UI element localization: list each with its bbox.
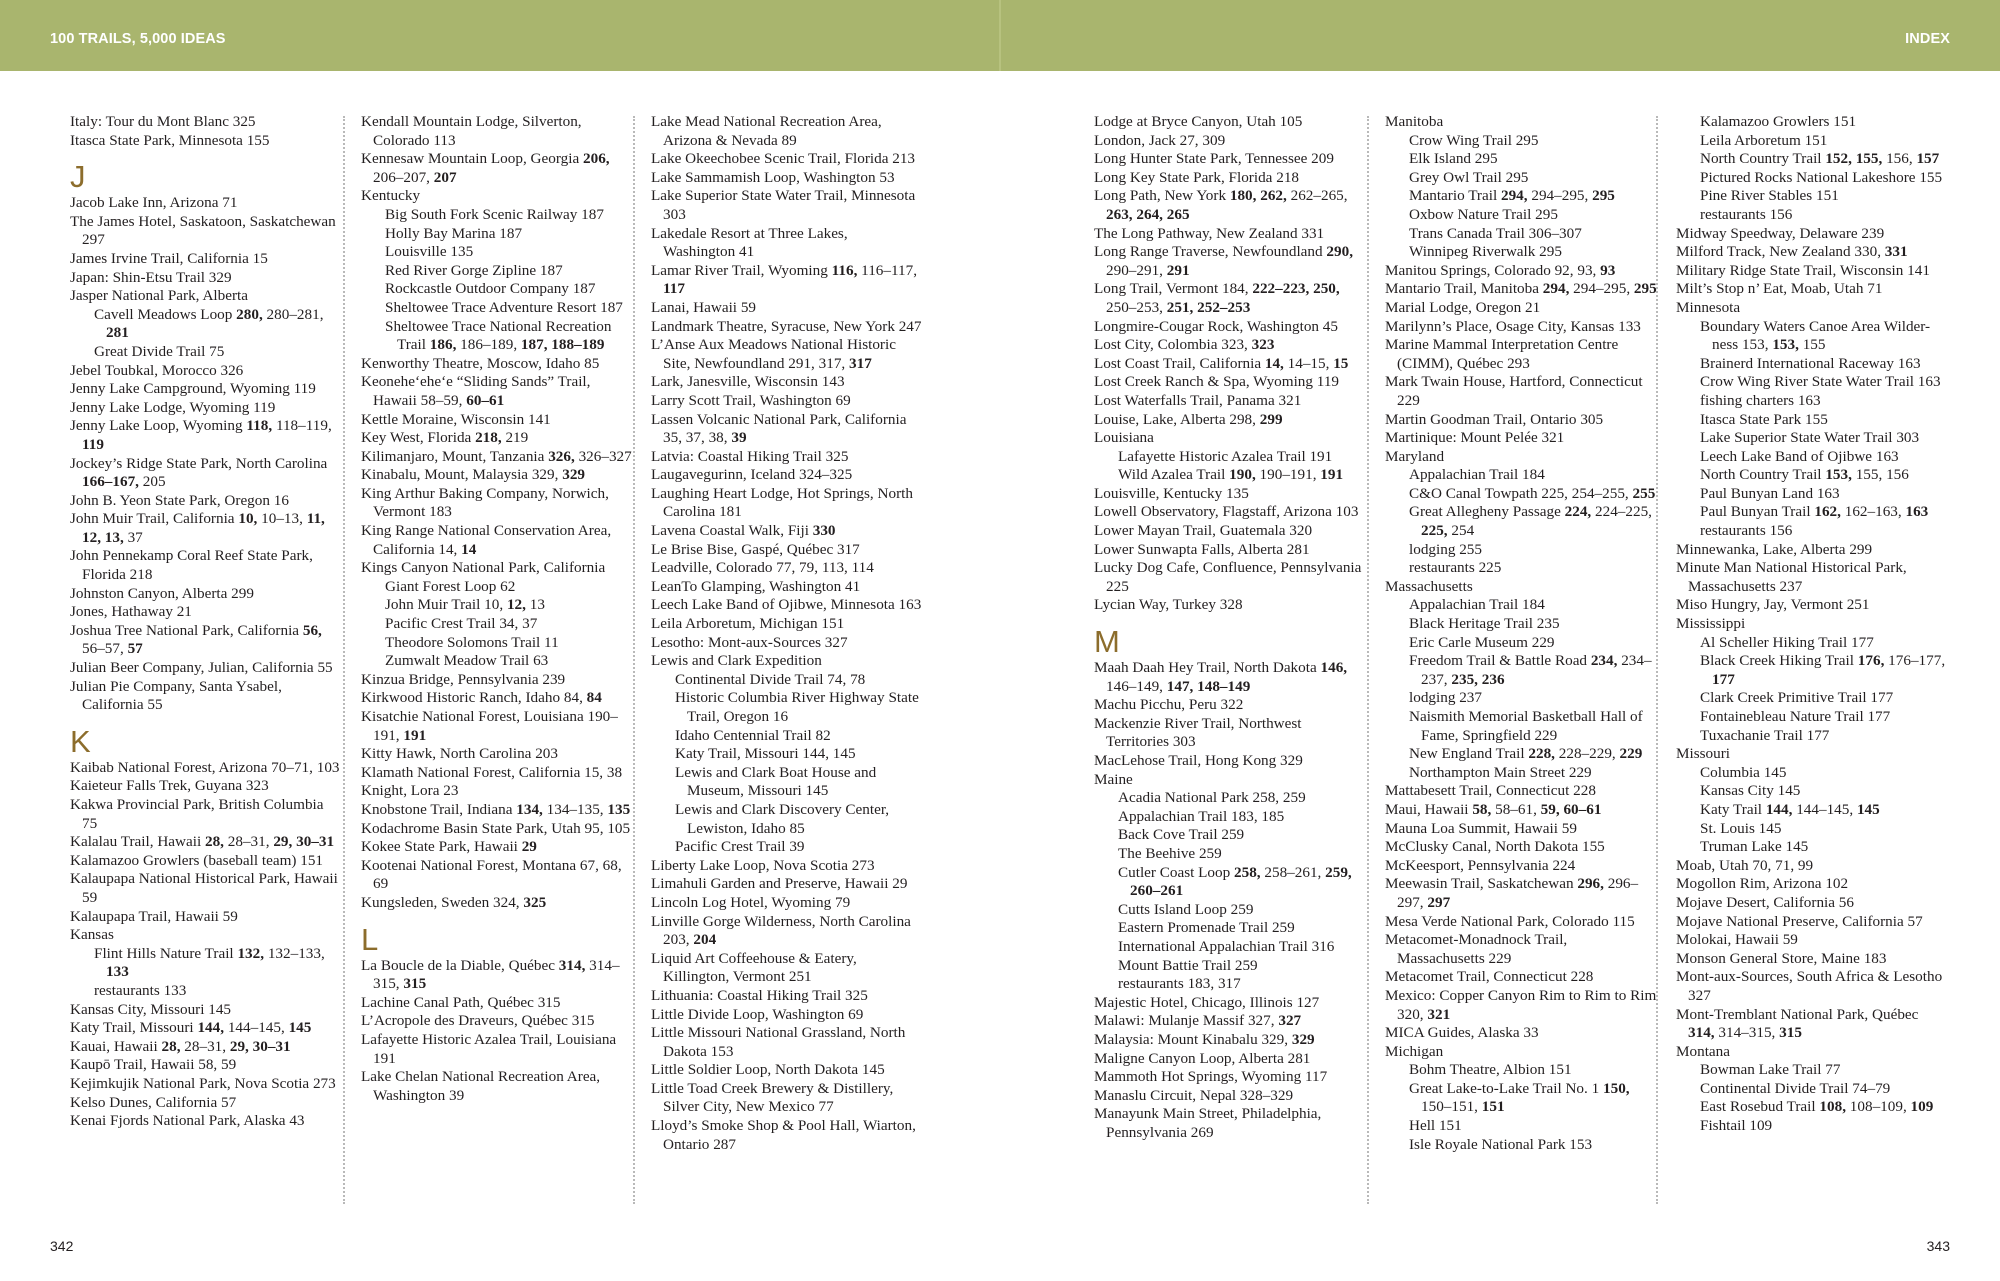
index-entry: Knobstone Trail, Indiana 134, 134–135, 135: [361, 800, 631, 818]
index-subentry: Leech Lake Band of Ojibwe 163: [1700, 447, 1899, 465]
index-entry: Manitoba: [1385, 113, 1444, 130]
index-subentry: The Beehive 259: [1118, 844, 1222, 862]
index-entry: Maah Daah Hey Trail, North Dakota 146, 146–149, 147, 148–149: [1094, 659, 1348, 695]
index-subentry: Cavell Meadows Loop 280, 280–281, 281: [94, 305, 324, 342]
index-entry: Michigan: [1385, 1042, 1444, 1060]
index-entry: Lamar River Trail, Wyoming 116, 116–117, 117: [651, 261, 917, 298]
index-subentry: Mount Battie Trail 259: [1118, 956, 1258, 974]
index-entry: Monson General Store, Maine 183: [1676, 949, 1887, 967]
index-entry: Lafayette Historic Azalea Trail, Louisiana 191: [361, 1030, 617, 1067]
index-entry: Mammoth Hot Springs, Wyoming 117: [1094, 1068, 1328, 1086]
index-entry: Lassen Volcanic National Park, California 35, 37, 38, 39: [651, 410, 907, 447]
index-subentry: Zumwalt Meadow Trail 63: [385, 652, 549, 670]
index-subentry: Crow Wing Trail 295: [1409, 131, 1539, 149]
index-subentry: Brainerd International Raceway 163: [1700, 354, 1921, 372]
index-subentry: Appalachian Trail 184: [1409, 596, 1545, 614]
index-entry: Mexico: Copper Canyon Rim to Rim to Rim 320, 321: [1385, 986, 1657, 1023]
index-entry: Kennesaw Mountain Loop, Georgia 206, 206–207, 207: [361, 150, 610, 186]
index-subentry: Columbia 145: [1700, 763, 1787, 781]
index-subentry: Red River Gorge Zipline 187: [385, 261, 563, 279]
index-entry: Kalaupapa National Historical Park, Hawaii 59: [70, 870, 338, 906]
index-entry: Maryland: [1385, 447, 1445, 465]
index-subentry: Paul Bunyan Trail 162, 162–163, 163: [1700, 503, 1929, 521]
index-entry: Midway Speedway, Delaware 239: [1676, 224, 1885, 242]
index-entry: Meewasin Trail, Saskatchewan 296, 296–297, 297: [1385, 875, 1639, 911]
index-subentry: St. Louis 145: [1700, 819, 1782, 837]
index-entry: Larry Scott Trail, Washington 69: [651, 391, 851, 409]
index-entry: Kansas: [70, 926, 114, 944]
index-entry: MICA Guides, Alaska 33: [1385, 1024, 1539, 1042]
index-subentry: Pacific Crest Trail 34, 37: [385, 615, 538, 633]
index-entry: Jenny Lake Campground, Wyoming 119: [70, 380, 316, 398]
index-entry: Lost Coast Trail, California 14, 14–15, 15: [1094, 354, 1349, 372]
index-entry: Lost Creek Ranch & Spa, Wyoming 119: [1094, 373, 1340, 391]
index-entry: Lower Sunwapta Falls, Alberta 281: [1094, 540, 1310, 558]
index-entry: London, Jack 27, 309: [1094, 131, 1226, 149]
index-entry: Laughing Heart Lodge, Hot Springs, North Carolina 181: [651, 484, 913, 521]
index-entry: Long Path, New York 180, 262, 262–265, 263, 264, 265: [1094, 187, 1348, 223]
index-entry: Lake Mead National Recreation Area, Arizona & Nevada 89: [651, 113, 882, 149]
index-entry: Kokee State Park, Hawaii 29: [361, 838, 537, 856]
index-subentry: New England Trail 228, 228–229, 229: [1409, 745, 1643, 763]
index-subentry: Tuxachanie Trail 177: [1700, 726, 1830, 744]
index-subentry: Oxbow Nature Trail 295: [1409, 205, 1558, 223]
index-subentry: Lewis and Clark Discovery Center, Lewiston, Idaho 85: [675, 800, 890, 837]
index-entry: Missouri: [1676, 745, 1731, 763]
index-entry: Kakwa Provincial Park, British Columbia 75: [70, 796, 324, 832]
index-subentry: Winnipeg Riverwalk 295: [1409, 243, 1562, 261]
index-subentry: Lake Superior State Water Trail 303: [1700, 429, 1920, 447]
index-entry: Long Hunter State Park, Tennessee 209: [1094, 150, 1334, 168]
index-entry: Laugavegurinn, Iceland 324–325: [651, 466, 853, 484]
index-subentry: Appalachian Trail 183, 185: [1118, 807, 1285, 825]
index-column-6: [1676, 113, 1948, 1136]
index-entry: Kalaupapa Trail, Hawaii 59: [70, 907, 238, 925]
index-subentry: restaurants 225: [1409, 559, 1502, 577]
index-entry: Long Trail, Vermont 184, 222–223, 250, 250–253, 251, 252–253: [1094, 280, 1340, 316]
index-subentry: Pictured Rocks National Lakeshore 155: [1700, 168, 1943, 186]
index-entry: Louisiana: [1094, 429, 1154, 447]
index-subentry: restaurants 156: [1700, 522, 1793, 540]
index-entry: Molokai, Hawaii 59: [1676, 931, 1798, 949]
index-entry: Lachine Canal Path, Québec 315: [361, 993, 561, 1011]
column-divider: [343, 116, 345, 1204]
index-entry: Kenworthy Theatre, Moscow, Idaho 85: [361, 354, 600, 372]
index-entry: Jockey’s Ridge State Park, North Carolina 166–167, 205: [70, 454, 328, 491]
index-entry: Longmire-Cougar Rock, Washington 45: [1094, 317, 1338, 335]
index-entry: Machu Picchu, Peru 322: [1094, 696, 1244, 714]
index-column-3: [651, 113, 923, 1154]
index-entry: Leila Arboretum, Michigan 151: [651, 615, 845, 633]
column-divider: [633, 116, 635, 1204]
index-entry: McClusky Canal, North Dakota 155: [1385, 838, 1605, 856]
book-title-running-head: 100 TRAILS, 5,000 IDEAS: [50, 31, 226, 47]
index-subentry: Flint Hills Nature Trail 132, 132–133, 133: [94, 944, 325, 981]
index-entry: Long Range Traverse, Newfoundland 290, 290–291, 291: [1094, 243, 1353, 279]
index-entry: Lark, Janesville, Wisconsin 143: [651, 373, 845, 391]
index-subentry: Leila Arboretum 151: [1700, 131, 1828, 149]
index-entry: Lloyd’s Smoke Shop & Pool Hall, Wiarton, Ontario 287: [651, 1117, 916, 1153]
index-entry: Massachusetts: [1385, 577, 1473, 595]
index-subentry: Great Divide Trail 75: [94, 342, 225, 360]
index-entry: MacLehose Trail, Hong Kong 329: [1094, 752, 1303, 769]
index-subentry: Naismith Memorial Basketball Hall of Fame, Springfield 229: [1409, 708, 1643, 744]
index-entry: Kinzua Bridge, Pennsylvania 239: [361, 670, 566, 688]
index-subentry: Fishtail 109: [1700, 1117, 1773, 1135]
index-entry: Lake Sammamish Loop, Washington 53: [651, 168, 895, 186]
index-entry: Japan: Shin-Etsu Trail 329: [70, 268, 232, 286]
index-subentry: Fontainebleau Nature Trail 177: [1700, 708, 1891, 725]
index-entry: Kansas City, Missouri 145: [70, 1000, 232, 1018]
index-entry: Knight, Lora 23: [361, 782, 459, 800]
index-entry: Marial Lodge, Oregon 21: [1385, 298, 1541, 316]
index-entry: Kendall Mountain Lodge, Silverton, Colorado 113: [361, 113, 582, 149]
index-entry: Maligne Canyon Loop, Alberta 281: [1094, 1049, 1311, 1067]
index-entry: Le Brise Bise, Gaspé, Québec 317: [651, 540, 860, 558]
index-entry: L’Anse Aux Meadows National Historic Site, Newfoundland 291, 317, 317: [651, 336, 896, 372]
index-entry: Mojave National Preserve, California 57: [1676, 912, 1923, 930]
index-entry: Lake Chelan National Recreation Area, Washington 39: [361, 1068, 601, 1104]
index-letter-heading: K: [70, 723, 91, 759]
index-subentry: Great Allegheny Passage 224, 224–225, 225, 254: [1409, 503, 1652, 540]
index-entry: Maine: [1094, 770, 1133, 788]
index-subentry: Truman Lake 145: [1700, 838, 1809, 856]
index-entry: Lakedale Resort at Three Lakes, Washington 41: [651, 224, 848, 261]
index-entry: Kelso Dunes, California 57: [70, 1093, 237, 1111]
index-subentry: Bowman Lake Trail 77: [1700, 1061, 1841, 1079]
index-entry: Moab, Utah 70, 71, 99: [1676, 856, 1814, 874]
index-subentry: Black Creek Hiking Trail 176, 176–177, 177: [1700, 652, 1946, 688]
index-column-4: [1094, 113, 1366, 1142]
index-subentry: Big South Fork Scenic Railway 187: [385, 205, 604, 223]
index-entry: Little Missouri National Grassland, North Dakota 153: [651, 1024, 906, 1060]
index-entry: Landmark Theatre, Syracuse, New York 247: [651, 317, 922, 335]
index-entry: Kungsleden, Sweden 324, 325: [361, 893, 547, 911]
index-entry: The Long Pathway, New Zealand 331: [1094, 224, 1325, 242]
index-subentry: Eastern Promenade Trail 259: [1118, 919, 1295, 937]
index-entry: Kilimanjaro, Mount, Tanzania 326, 326–327: [361, 447, 632, 465]
index-entry: Miso Hungry, Jay, Vermont 251: [1676, 596, 1870, 614]
index-entry: Mattabesett Trail, Connecticut 228: [1385, 782, 1596, 800]
index-entry: Minnesota: [1676, 298, 1741, 316]
index-entry: Kings Canyon National Park, California: [361, 559, 606, 577]
index-subentry: Sheltowee Trace National Recreation Trail 186, 186–189, 187, 188–189: [385, 317, 612, 354]
index-subentry: Back Cove Trail 259: [1118, 826, 1245, 844]
index-entry: Kisatchie National Forest, Louisiana 190–191, 191: [361, 708, 618, 744]
index-entry: Malaysia: Mount Kinabalu 329, 329: [1094, 1030, 1315, 1048]
index-subentry: Al Scheller Hiking Trail 177: [1700, 633, 1874, 651]
index-subentry: North Country Trail 152, 155, 156, 157: [1700, 150, 1940, 168]
index-entry: La Boucle de la Diable, Québec 314, 314–315, 315: [361, 956, 620, 993]
index-entry: Latvia: Coastal Hiking Trail 325: [651, 447, 849, 465]
index-entry: Julian Beer Company, Julian, California 55: [70, 659, 333, 677]
index-entry: Milt’s Stop n’ Eat, Moab, Utah 71: [1676, 280, 1883, 298]
index-entry: Majestic Hotel, Chicago, Illinois 127: [1094, 993, 1320, 1011]
index-entry: Kaupō Trail, Hawaii 58, 59: [70, 1056, 237, 1074]
index-subentry: Trans Canada Trail 306–307: [1409, 224, 1582, 242]
index-entry: L’Acropole des Draveurs, Québec 315: [361, 1012, 595, 1030]
index-subentry: Acadia National Park 258, 259: [1118, 789, 1306, 807]
index-entry: Little Toad Creek Brewery & Distillery, Silver City, New Mexico 77: [651, 1079, 894, 1116]
index-subentry: Continental Divide Trail 74, 78: [675, 670, 866, 688]
index-entry: Martin Goodman Trail, Ontario 305: [1385, 410, 1604, 428]
index-subentry: Boundary Waters Canoe Area Wilder-ness 153, 153, 155: [1700, 317, 1931, 354]
index-entry: Montana: [1676, 1042, 1730, 1060]
index-entry: Lincoln Log Hotel, Wyoming 79: [651, 893, 851, 911]
index-entry: Mark Twain House, Hartford, Connecticut 229: [1385, 373, 1643, 409]
index-subentry: Rockcastle Outdoor Company 187: [385, 280, 596, 298]
index-subentry: C&O Canal Towpath 225, 254–255, 255: [1409, 484, 1656, 502]
index-subentry: John Muir Trail 10, 12, 13: [385, 596, 545, 614]
index-entry: Lycian Way, Turkey 328: [1094, 596, 1243, 614]
index-entry: Lake Okeechobee Scenic Trail, Florida 213: [651, 150, 916, 168]
index-entry: Mackenzie River Trail, Northwest Territories 303: [1094, 714, 1302, 751]
index-entry: John Pennekamp Coral Reef State Park, Florida 218: [70, 547, 313, 584]
index-subentry: restaurants 156: [1700, 205, 1793, 223]
index-entry: Mantario Trail, Manitoba 294, 294–295, 295: [1385, 280, 1657, 298]
index-entry: Little Soldier Loop, North Dakota 145: [651, 1061, 885, 1079]
index-entry: Kenai Fjords National Park, Alaska 43: [70, 1112, 305, 1130]
index-entry: Mogollon Rim, Arizona 102: [1676, 875, 1849, 893]
index-entry: Jacob Lake Inn, Arizona 71: [70, 194, 238, 212]
index-subentry: Itasca State Park 155: [1700, 410, 1828, 428]
index-subentry: Bohm Theatre, Albion 151: [1409, 1061, 1572, 1079]
index-entry: Milford Track, New Zealand 330, 331: [1676, 243, 1908, 261]
index-subentry: East Rosebud Trail 108, 108–109, 109: [1700, 1098, 1934, 1116]
index-subentry: Pacific Crest Trail 39: [675, 838, 805, 856]
page-gutter: [999, 0, 1001, 71]
index-subentry: Louisville 135: [385, 243, 474, 261]
index-entry: Kalalau Trail, Hawaii 28, 28–31, 29, 30–31: [70, 833, 335, 851]
index-subentry: Continental Divide Trail 74–79: [1700, 1079, 1891, 1097]
index-subentry: Historic Columbia River Highway State Trail, Oregon 16: [675, 689, 919, 725]
index-entry: Kaibab National Forest, Arizona 70–71, 103: [70, 758, 340, 776]
index-entry: Italy: Tour du Mont Blanc 325: [70, 113, 256, 130]
index-entry: Lavena Coastal Walk, Fiji 330: [651, 522, 836, 540]
index-entry: Limahuli Garden and Preserve, Hawaii 29: [651, 875, 908, 893]
index-subentry: International Appalachian Trail 316: [1118, 937, 1335, 955]
index-entry: Lucky Dog Cafe, Confluence, Pennsylvania 225: [1094, 559, 1362, 595]
index-subentry: Theodore Solomons Trail 11: [385, 633, 559, 651]
index-letter-heading: J: [70, 159, 86, 195]
index-subentry: Mantario Trail 294, 294–295, 295: [1409, 187, 1615, 205]
index-entry: Key West, Florida 218, 219: [361, 429, 529, 447]
index-entry: Mesa Verde National Park, Colorado 115: [1385, 912, 1635, 930]
page-number-right: 343: [1926, 1238, 1950, 1254]
index-subentry: lodging 237: [1409, 689, 1482, 707]
index-entry: Louise, Lake, Alberta 298, 299: [1094, 410, 1283, 428]
index-subentry: Lafayette Historic Azalea Trail 191: [1118, 447, 1333, 465]
index-subentry: Pine River Stables 151: [1700, 187, 1839, 205]
index-entry: Mont-aux-Sources, South Africa & Lesotho 327: [1676, 968, 1943, 1004]
index-subentry: Lewis and Clark Boat House and Museum, Missouri 145: [675, 763, 877, 800]
page-number-left: 342: [50, 1238, 74, 1254]
index-entry: Leech Lake Band of Ojibwe, Minnesota 163: [651, 596, 922, 614]
index-column-5: [1385, 113, 1657, 1154]
index-entry: Jenny Lake Lodge, Wyoming 119: [70, 398, 276, 416]
index-subentry: Sheltowee Trace Adventure Resort 187: [385, 298, 623, 316]
index-subentry: Crow Wing River State Water Trail 163: [1700, 373, 1941, 391]
index-entry: Lost Waterfalls Trail, Panama 321: [1094, 391, 1302, 409]
index-entry: Kentucky: [361, 187, 421, 205]
index-entry: Manayunk Main Street, Philadelphia, Pennsylvania 269: [1094, 1105, 1322, 1141]
index-subentry: Elk Island 295: [1409, 150, 1498, 168]
index-entry: Klamath National Forest, California 15, 38: [361, 763, 623, 781]
index-entry: Kinabalu, Mount, Malaysia 329, 329: [361, 466, 585, 484]
index-entry: Kodachrome Basin State Park, Utah 95, 105: [361, 819, 631, 837]
index-entry: John B. Yeon State Park, Oregon 16: [70, 491, 289, 509]
index-entry: Mont-Tremblant National Park, Québec 314, 314–315, 315: [1676, 1005, 1919, 1042]
index-subentry: Katy Trail 144, 144–145, 145: [1700, 800, 1880, 818]
index-entry: Jebel Toubkal, Morocco 326: [70, 361, 244, 379]
index-entry: Marilynn’s Place, Osage City, Kansas 133: [1385, 317, 1641, 335]
index-letter-heading: L: [361, 921, 379, 957]
index-subentry: Cutler Coast Loop 258, 258–261, 259, 260–261: [1118, 863, 1352, 900]
index-entry: Kitty Hawk, North Carolina 203: [361, 745, 558, 763]
index-entry: Manitou Springs, Colorado 92, 93, 93: [1385, 261, 1616, 279]
index-subentry: Idaho Centennial Trail 82: [675, 726, 831, 744]
index-entry: Joshua Tree National Park, California 56, 56–57, 57: [70, 621, 322, 658]
index-entry: Johnston Canyon, Alberta 299: [70, 584, 254, 602]
index-subentry: Giant Forest Loop 62: [385, 577, 516, 595]
index-entry: Liberty Lake Loop, Nova Scotia 273: [651, 856, 875, 874]
index-entry: Kirkwood Historic Ranch, Idaho 84, 84: [361, 689, 602, 707]
index-subentry: Eric Carle Museum 229: [1409, 633, 1555, 651]
index-entry: Lost City, Colombia 323, 323: [1094, 336, 1275, 354]
index-entry: Martinique: Mount Pelée 321: [1385, 429, 1565, 447]
index-subentry: Cutts Island Loop 259: [1118, 900, 1254, 918]
index-entry: Keonehe‘ehe‘e “Sliding Sands” Trail, Hawaii 58–59, 60–61: [361, 373, 591, 409]
index-entry: Malawi: Mulanje Massif 327, 327: [1094, 1012, 1302, 1030]
index-entry: King Arthur Baking Company, Norwich, Vermont 183: [361, 484, 609, 521]
index-entry: Little Divide Loop, Washington 69: [651, 1005, 864, 1023]
index-subentry: Clark Creek Primitive Trail 177: [1700, 689, 1894, 707]
index-entry: Minnewanka, Lake, Alberta 299: [1676, 540, 1873, 558]
index-subentry: restaurants 133: [94, 981, 187, 999]
index-column-1: [70, 113, 342, 1131]
index-subentry: Katy Trail, Missouri 144, 145: [675, 745, 856, 763]
index-entry: McKeesport, Pennsylvania 224: [1385, 856, 1576, 874]
index-entry: Jones, Hathaway 21: [70, 603, 192, 621]
index-entry: Mojave Desert, California 56: [1676, 893, 1854, 911]
index-entry: Kauai, Hawaii 28, 28–31, 29, 30–31: [70, 1037, 291, 1055]
index-entry: Kaieteur Falls Trek, Guyana 323: [70, 777, 269, 795]
index-subentry: Kalamazoo Growlers 151: [1700, 113, 1857, 130]
index-entry: Manaslu Circuit, Nepal 328–329: [1094, 1086, 1294, 1104]
index-subentry: Isle Royale National Park 153: [1409, 1135, 1593, 1153]
index-entry: Lanai, Hawaii 59: [651, 298, 757, 316]
index-entry: Jasper National Park, Alberta: [70, 287, 248, 305]
index-entry: Kalamazoo Growlers (baseball team) 151: [70, 851, 324, 869]
index-entry: Lowell Observatory, Flagstaff, Arizona 103: [1094, 503, 1359, 521]
index-entry: Mauna Loa Summit, Hawaii 59: [1385, 819, 1577, 837]
index-entry: Lithuania: Coastal Hiking Trail 325: [651, 986, 868, 1004]
column-divider: [1656, 116, 1658, 1204]
index-entry: Liquid Art Coffeehouse & Eatery, Killington, Vermont 251: [651, 949, 857, 986]
index-subentry: Black Heritage Trail 235: [1409, 615, 1560, 633]
index-subentry: Northampton Main Street 229: [1409, 763, 1592, 781]
index-subentry: Appalachian Trail 184: [1409, 466, 1545, 484]
index-subentry: fishing charters 163: [1700, 391, 1821, 409]
index-subentry: Holly Bay Marina 187: [385, 224, 523, 242]
index-entry: Leadville, Colorado 77, 79, 113, 114: [651, 559, 874, 577]
index-entry: Louisville, Kentucky 135: [1094, 484, 1249, 502]
index-entry: The James Hotel, Saskatoon, Saskatchewan 297: [70, 212, 336, 249]
index-entry: Lower Mayan Trail, Guatemala 320: [1094, 522, 1313, 540]
index-entry: Lodge at Bryce Canyon, Utah 105: [1094, 113, 1303, 130]
index-entry: King Range National Conservation Area, California 14, 14: [361, 522, 612, 558]
index-entry: Military Ridge State Trail, Wisconsin 141: [1676, 261, 1930, 279]
index-entry: Lake Superior State Water Trail, Minnesota 303: [651, 187, 916, 223]
index-entry: Marine Mammal Interpretation Centre (CIMM), Québec 293: [1385, 336, 1619, 372]
index-entry: Maui, Hawaii 58, 58–61, 59, 60–61: [1385, 800, 1602, 818]
index-entry: Itasca State Park, Minnesota 155: [70, 131, 270, 149]
index-subentry: Grey Owl Trail 295: [1409, 168, 1529, 186]
index-entry: Julian Pie Company, Santa Ysabel, California 55: [70, 677, 282, 714]
index-entry: Lewis and Clark Expedition: [651, 652, 822, 670]
column-divider: [1367, 116, 1369, 1204]
index-subentry: Freedom Trail & Battle Road 234, 234–237, 235, 236: [1409, 652, 1652, 688]
index-subentry: Great Lake-to-Lake Trail No. 1 150, 150–151, 151: [1409, 1079, 1630, 1116]
index-entry: Katy Trail, Missouri 144, 144–145, 145: [70, 1019, 312, 1037]
index-entry: Kettle Moraine, Wisconsin 141: [361, 410, 551, 428]
index-letter-heading: M: [1094, 624, 1120, 660]
index-subentry: lodging 255: [1409, 540, 1482, 558]
index-subentry: Kansas City 145: [1700, 782, 1801, 800]
index-subentry: Wild Azalea Trail 190, 190–191, 191: [1118, 466, 1344, 484]
index-entry: Metacomet-Monadnock Trail, Massachusetts 229: [1385, 931, 1568, 967]
index-entry: Kootenai National Forest, Montana 67, 68, 69: [361, 856, 622, 893]
section-title-running-head: INDEX: [1905, 31, 1950, 47]
index-entry: Linville Gorge Wilderness, North Carolina 203, 204: [651, 912, 911, 949]
index-entry: Lesotho: Mont-aux-Sources 327: [651, 633, 848, 651]
index-subentry: Paul Bunyan Land 163: [1700, 484, 1840, 502]
index-entry: Metacomet Trail, Connecticut 228: [1385, 968, 1594, 986]
index-entry: Minute Man National Historical Park, Massachusetts 237: [1676, 559, 1907, 595]
index-subentry: North Country Trail 153, 155, 156: [1700, 466, 1909, 484]
index-subentry: restaurants 183, 317: [1118, 975, 1241, 993]
index-entry: LeanTo Glamping, Washington 41: [651, 577, 861, 595]
index-entry: Jenny Lake Loop, Wyoming 118, 118–119, 119: [70, 417, 332, 453]
index-entry: John Muir Trail, California 10, 10–13, 11, 12, 13, 37: [70, 510, 325, 546]
index-entry: Long Key State Park, Florida 218: [1094, 168, 1300, 186]
index-entry: James Irvine Trail, California 15: [70, 249, 268, 267]
index-subentry: Hell 151: [1409, 1117, 1462, 1135]
index-column-2: [361, 113, 633, 1105]
index-entry: Kejimkujik National Park, Nova Scotia 273: [70, 1074, 336, 1092]
index-entry: Mississippi: [1676, 615, 1746, 633]
